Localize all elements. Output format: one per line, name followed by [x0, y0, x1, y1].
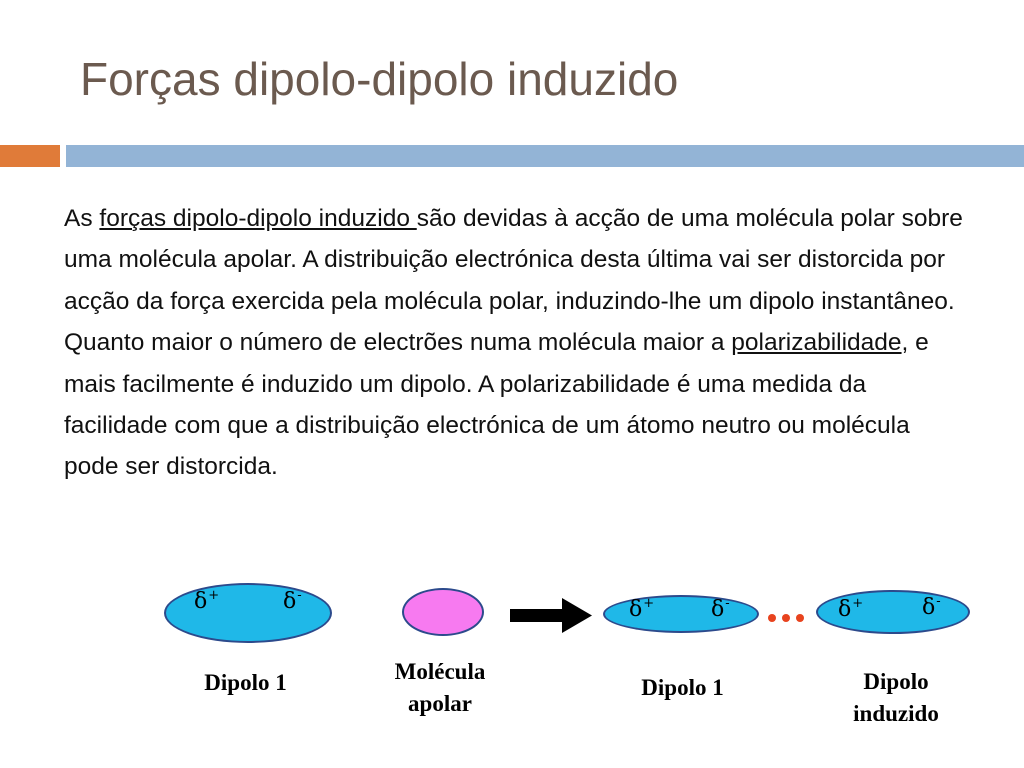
delta-plus-label-induced: δ+	[838, 596, 864, 622]
term-forcas-dipolo-induzido: forças dipolo-dipolo induzido	[99, 205, 417, 232]
caption-molecula-apolar	[365, 656, 515, 720]
dipole-1-molecule	[164, 583, 332, 643]
right-arrow-icon	[510, 596, 594, 636]
caption-induzido-line2: induzido	[853, 701, 939, 726]
delta-plus-label: δ+	[194, 588, 220, 614]
delta-minus-label-induced: δ-	[922, 594, 941, 620]
paragraph-part2: são devidas à acção de uma molécula polar sobre uma molécula apolar. A distribuição electrónica desta última vai ser distorcida por acção da força exercida pela molécula polar, induzindo-lhe um dipolo instantâneo. Quanto maior o número de electrões numa molécula maior a	[64, 205, 963, 357]
caption-dipolo-line1: Dipolo	[863, 669, 929, 694]
paragraph-intro: As	[64, 205, 100, 232]
caption-apolar-line2: apolar	[408, 691, 472, 716]
dipole-1-molecule-right	[603, 595, 759, 633]
title-divider-bar	[66, 145, 1024, 167]
caption-dipolo-1-right: Dipolo 1	[641, 675, 724, 700]
paragraph-part3: , e mais facilmente é induzido um dipolo. A polarizabilidade é uma medida da facilidade com que a distribuição electrónica de um átomo neutro ou molécula pode ser distorcida.	[64, 329, 929, 481]
body-paragraph	[64, 198, 964, 488]
apolar-molecule	[402, 588, 484, 636]
delta-minus-label-right: δ-	[711, 596, 730, 622]
caption-dipolo-induzido	[826, 666, 966, 730]
caption-molecula-line1: Molécula	[394, 659, 486, 684]
slide-title: Forças dipolo-dipolo induzido	[80, 53, 679, 105]
term-polarizabilidade: polarizabilidade	[731, 329, 902, 357]
title-accent-bar	[0, 145, 60, 167]
caption-dipolo-1-left: Dipolo 1	[204, 670, 287, 695]
delta-plus-label-right: δ+	[629, 596, 655, 622]
delta-minus-label: δ-	[283, 588, 302, 614]
